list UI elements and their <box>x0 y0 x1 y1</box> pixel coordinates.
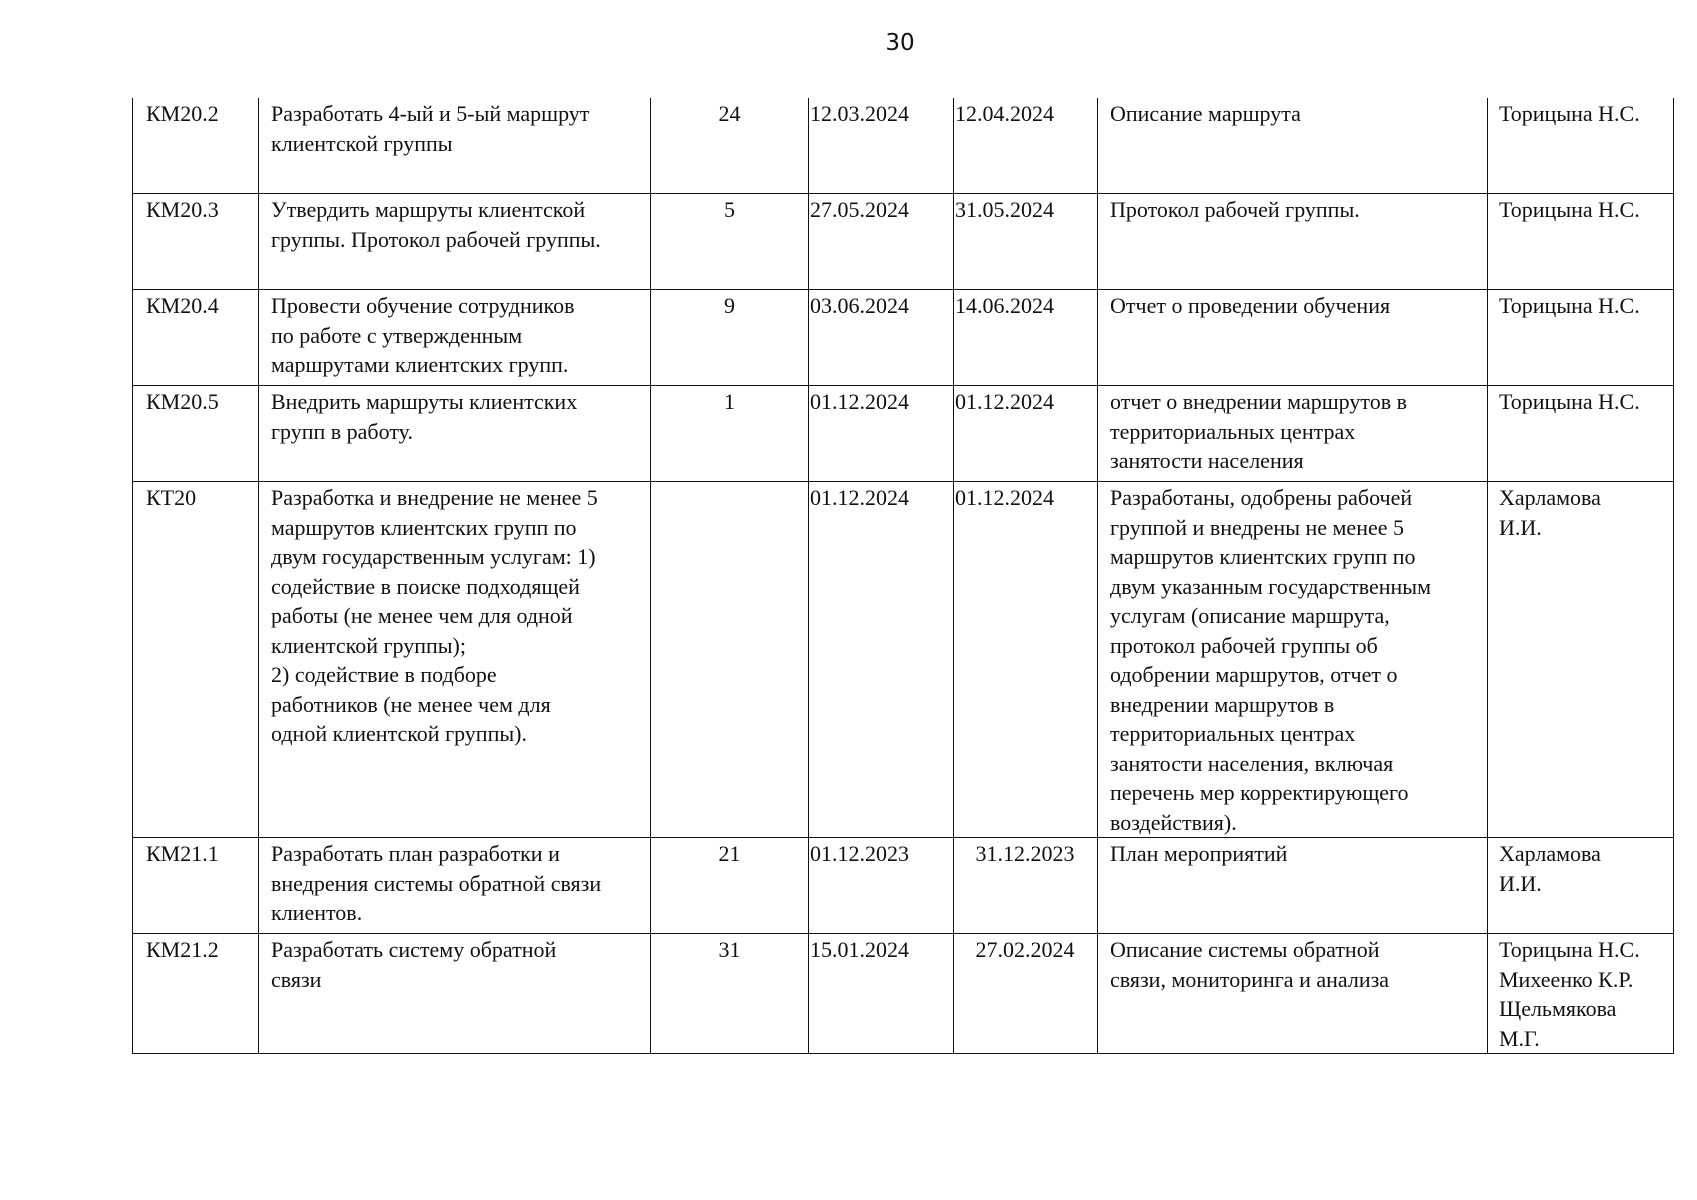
duration-days: 21 <box>651 838 809 934</box>
duration-days <box>651 482 809 838</box>
milestone-code: КМ20.3 <box>133 194 259 290</box>
result-document: План мероприятий <box>1098 838 1488 934</box>
result-document: отчет о внедрении маршрутов в территориальных центрах занятости населения <box>1098 386 1488 482</box>
end-date: 27.02.2024 <box>954 934 1098 1054</box>
start-date: 01.12.2024 <box>809 482 954 838</box>
milestone-code: КМ21.1 <box>133 838 259 934</box>
task-description: Разработка и внедрение не менее 5 маршрутов клиентских групп по двум государственным услугам: 1) содействие в поиске подходящей работы (не менее чем для одной клиентской группы); 2) содействие в подборе работников (не менее чем для одной клиентской группы). <box>259 482 651 838</box>
milestone-code: КМ20.4 <box>133 290 259 386</box>
table-row <box>133 98 1674 194</box>
start-date: 15.01.2024 <box>809 934 954 1054</box>
end-date: 01.12.2024 <box>954 386 1098 482</box>
start-date: 01.12.2024 <box>809 386 954 482</box>
start-date: 01.12.2023 <box>809 838 954 934</box>
result-document: Протокол рабочей группы. <box>1098 194 1488 290</box>
start-date: 27.05.2024 <box>809 194 954 290</box>
table-row <box>133 386 1674 482</box>
result-document: Описание маршрута <box>1098 98 1488 194</box>
duration-days: 1 <box>651 386 809 482</box>
task-description: Провести обучение сотрудников по работе с утвержденным маршрутами клиентских групп. <box>259 290 651 386</box>
result-document: Разработаны, одобрены рабочей группой и внедрены не менее 5 маршрутов клиентских групп по двум указанным государственным услугам (описание маршрута, протокол рабочей группы об одобрении маршрутов, отчет о внедрении маршрутов в территориальных центрах занятости населения, включая перечень мер корректирующего воздействия). <box>1098 482 1488 838</box>
task-description: Разработать 4-ый и 5-ый маршрут клиентской группы <box>259 98 651 194</box>
milestone-code: КМ20.2 <box>133 98 259 194</box>
result-document: Отчет о проведении обучения <box>1098 290 1488 386</box>
responsible-person: Торицына Н.С. <box>1488 98 1674 194</box>
milestone-code: КМ20.5 <box>133 386 259 482</box>
result-document: Описание системы обратной связи, мониторинга и анализа <box>1098 934 1488 1054</box>
start-date: 12.03.2024 <box>809 98 954 194</box>
table-row <box>133 194 1674 290</box>
end-date: 01.12.2024 <box>954 482 1098 838</box>
end-date: 14.06.2024 <box>954 290 1098 386</box>
responsible-person: Харламова И.И. <box>1488 482 1674 838</box>
table-row <box>133 934 1674 1054</box>
task-description: Разработать систему обратной связи <box>259 934 651 1054</box>
milestone-code: КМ21.2 <box>133 934 259 1054</box>
task-description: Разработать план разработки и внедрения системы обратной связи клиентов. <box>259 838 651 934</box>
end-date: 12.04.2024 <box>954 98 1098 194</box>
responsible-person: Торицына Н.С. <box>1488 386 1674 482</box>
table-row <box>133 482 1674 838</box>
start-date: 03.06.2024 <box>809 290 954 386</box>
end-date: 31.05.2024 <box>954 194 1098 290</box>
work-plan-table <box>132 98 1674 1054</box>
duration-days: 31 <box>651 934 809 1054</box>
duration-days: 24 <box>651 98 809 194</box>
duration-days: 9 <box>651 290 809 386</box>
table-row <box>133 838 1674 934</box>
responsible-person: Харламова И.И. <box>1488 838 1674 934</box>
end-date: 31.12.2023 <box>954 838 1098 934</box>
page-number: 30 <box>885 30 915 56</box>
milestone-code: КТ20 <box>133 482 259 838</box>
responsible-person: Торицына Н.С. <box>1488 290 1674 386</box>
duration-days: 5 <box>651 194 809 290</box>
responsible-person: Торицына Н.С. <box>1488 194 1674 290</box>
table-row <box>133 290 1674 386</box>
task-description: Внедрить маршруты клиентских групп в работу. <box>259 386 651 482</box>
task-description: Утвердить маршруты клиентской группы. Протокол рабочей группы. <box>259 194 651 290</box>
responsible-person: Торицына Н.С. Михеенко К.Р. Щельмякова М.Г. <box>1488 934 1674 1054</box>
